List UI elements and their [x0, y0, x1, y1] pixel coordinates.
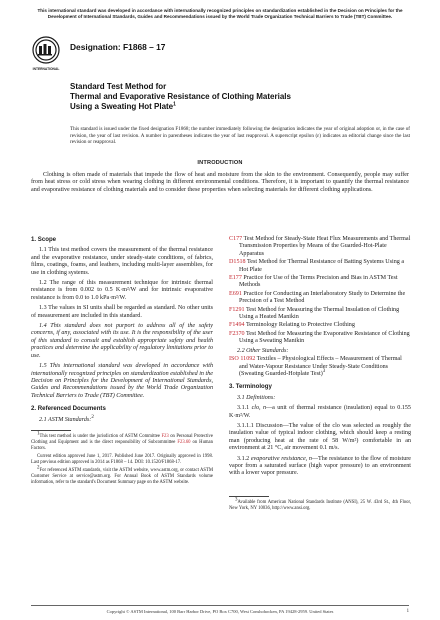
footnote-mark: 3: [235, 497, 238, 503]
reference-item: [229, 356, 411, 378]
reference-item: [229, 322, 411, 329]
reference-title: Practice for Use of the Terms Precision and Bias in ASTM Test Methods: [239, 275, 398, 289]
footnote-item: [31, 431, 213, 451]
copyright-notice: Copyright © ASTM International, 100 Barr Harbor Drive, PO Box C700, West Conshohocken, PA 19428-2959. United States: [106, 609, 334, 614]
footnote-item: [31, 465, 213, 485]
right-footnotes: [229, 496, 411, 512]
astm-international-logo: [31, 35, 61, 75]
scope-1-3: 1.3 The values in SI units shall be regarded as standard. No other units of measurement are included in this standard.: [31, 305, 213, 319]
footer-rule: [31, 605, 409, 606]
title-line-1: Standard Test Method for: [70, 82, 167, 91]
scope-1-2: 1.2 The range of this measurement technique for intrinsic thermal resistance is from 0.002 to 0.5 K·m²/W and for intrinsic evaporative resistance is from 0.0 to 1.0 kPa·m²/W.: [31, 280, 213, 301]
reference-code: F1291: [229, 306, 245, 313]
term-3-1-1: [229, 405, 411, 420]
terminology-heading: 3. Terminology: [229, 383, 272, 391]
reference-title: Textiles – Physiological Effects – Measurement of Thermal and Water-Vapour Resistance Under Steady-State Conditions (Sweating Guarded-Hotplate Test): [239, 356, 402, 377]
footnote-text-cont: on Human Factors.: [31, 439, 213, 451]
definitions-label: 3.1 Definitions:: [237, 394, 276, 401]
right-column: [229, 236, 411, 514]
standard-issue-note: This standard is issued under the fixed designation F1868; the number immediately following the designation indicates the year of original adoption or, in the case of revision, the year of last revision. A number in parentheses indicates the year of last reapproval. A superscript epsilon (ε) indicates an editorial change since the last revision or reapproval.: [70, 126, 410, 146]
left-footnotes: [31, 431, 213, 485]
astm-standards-mark: 2: [91, 414, 94, 420]
reference-title: Test Method for Thermal Resistance of Batting Systems Using a Hot Plate: [239, 259, 405, 273]
reference-code: D1518: [229, 259, 246, 266]
definitions-subheading: [229, 395, 411, 402]
designation-number: F1868 – 17: [123, 42, 166, 52]
term-3-1-2-text: —The resistance to the flow of moisture vapor from a saturated surface (high vapor pressure) to an environment with a lower vapor pressure.: [229, 455, 411, 477]
introduction-text: Clothing is often made of materials that impede the flow of heat and moisture from the skin to the environment. Consequently, people may suffer from heat stress or cold stress when wearing clothing in different environmental conditions. Therefore, it is important to quantify the thermal resistance and evaporative resistance of clothing materials and to consider these properties when selecting materials for different clothing applications.: [31, 172, 409, 193]
astm-standards-subheading: [31, 414, 213, 424]
term-3-1-1-num: 3.1.1: [237, 405, 250, 412]
reference-title: Terminology Relating to Protective Clothing: [244, 322, 355, 329]
footnote-text: This test method is under the jurisdiction of ASTM Committee: [39, 433, 162, 439]
title-footnote-mark: 1: [173, 101, 176, 108]
reference-item: [229, 236, 411, 258]
reference-code: C177: [229, 236, 243, 242]
term-3-1-1-text: —a unit of thermal resistance (insulation) equal to 0.155 K·m²/W.: [229, 405, 411, 419]
introduction-heading: INTRODUCTION: [197, 160, 243, 166]
reference-code: F2370: [229, 330, 245, 337]
footnote-item: [31, 454, 213, 466]
reference-item: [229, 291, 411, 306]
reference-title: Test Method for Measuring the Evaporative Resistance of Clothing Using a Sweating Manikin: [239, 330, 410, 345]
scope-1-1: 1.1 This test method covers the measurement of the thermal resistance and the evaporative resistance, under steady-state conditions, of fabrics, films, coatings, foams, and leathers, including multi-layer assemblies, for use in clothing systems.: [31, 247, 213, 276]
title-line-2: Thermal and Evaporative Resistance of Clothing Materials: [70, 92, 291, 101]
referenced-documents-heading: 2. Referenced Documents: [31, 405, 106, 413]
reference-item: [229, 259, 411, 274]
other-reference-list: [229, 356, 411, 378]
footnote-text-cont: on Personal Protective Clothing and Equipment and is the direct responsibility of Subcommittee: [31, 433, 213, 445]
footnote-item: [229, 497, 411, 512]
footnote-link: F23.60: [177, 439, 191, 445]
astm-reference-list: [229, 236, 411, 346]
page-number: 1: [406, 609, 409, 614]
wto-notice: This international standard was developed in accordance with internationally recognized principles on standardization established in the Decision on Principles for the Development of International Standards, Guides and Recommendations issued by the World Trade Organization Technical Barriers to Trade (TBT) Committee.: [37, 8, 403, 19]
title-line-3: [70, 102, 410, 112]
footnote-mark: 1: [37, 431, 40, 437]
term-3-1-1-term: clo, n: [251, 405, 267, 412]
term-3-1-2-term: evaporative resistance, n: [250, 455, 312, 462]
left-column: [31, 236, 213, 488]
footnote-link: F23: [161, 433, 169, 439]
reference-code: E177: [229, 275, 242, 282]
other-standards-label: 2.2 Other Standards:: [237, 347, 289, 354]
footnote-text: For referenced ASTM standards, visit the ASTM website, www.astm.org, or contact ASTM Customer Service at service@astm.org. For Annual Book of ASTM Standards volume information, refer to the standard's Document Summary page on the ASTM website.: [31, 467, 213, 485]
reference-item: [229, 331, 411, 346]
footnote-text: Available from American National Standards Institute (ANSI), 25 W. 43rd St., 4th Floor, New York, NY 10036, http://www.ansi.org.: [229, 499, 411, 511]
reference-item: [229, 307, 411, 322]
scope-1-5: 1.5 This international standard was developed in accordance with internationally recognized principles on standardization established in the Decision on Principles for the Development of International Standards, Guides and Recommendations issued by the World Trade Organization Technical Barriers to Trade (TBT) Committee.: [31, 363, 213, 399]
footnote-mark: 2: [37, 465, 40, 471]
reference-code: E691: [229, 290, 242, 297]
reference-title: Test Method for Measuring the Thermal Insulation of Clothing Using a Heated Manikin: [239, 306, 400, 321]
designation: [70, 42, 165, 52]
term-3-1-1-1: 3.1.1.1 Discussion—The value of the clo was selected as roughly the insulation value of typical indoor clothing, which should keep a resting man (producing heat at the rate of 58 W/m²) comfortable in an environment at 21 °C, air movement 0.1 m/s.: [229, 422, 411, 452]
term-3-1-2-num: 3.1.2: [237, 455, 250, 462]
reference-item: [229, 275, 411, 290]
footnote-text: Current edition approved June 1, 2017. Published June 2017. Originally approved in 1998. Last previous edition approved in 2014 as F1868 – 14. DOI: 10.1520/F1868-17.: [31, 453, 213, 465]
reference-footnote-mark: 3: [322, 368, 326, 374]
other-standards-subheading: [229, 348, 411, 355]
title-line-3-text: Using a Sweating Hot Plate: [70, 102, 174, 111]
document-title: [70, 82, 410, 112]
designation-label: Designation:: [70, 42, 121, 52]
scope-heading: 1. Scope: [31, 236, 57, 243]
reference-title: Practice for Conducting an Interlaboratory Study to Determine the Precision of a Test Method: [239, 290, 406, 305]
right-footnote-list: [229, 497, 411, 512]
reference-title: Test Method for Steady-State Heat Flux Measurements and Thermal Transmission Properties by Means of the Guarded-Hot-Plate Apparatus: [239, 236, 411, 257]
astm-standards-label: 2.1 ASTM Standards:: [39, 416, 92, 423]
logo-text: INTERNATIONAL: [32, 67, 60, 71]
term-3-1-2: [229, 456, 411, 478]
reference-code: ISO 11092: [229, 356, 256, 363]
scope-1-4: 1.4 This standard does not purport to address all of the safety concerns, if any, associated with its use. It is the responsibility of the user of this standard to consult and establish appropriate safety and health practices and determine the applicability of regulatory limitations prior to use.: [31, 323, 213, 359]
reference-code: F1494: [229, 322, 245, 329]
